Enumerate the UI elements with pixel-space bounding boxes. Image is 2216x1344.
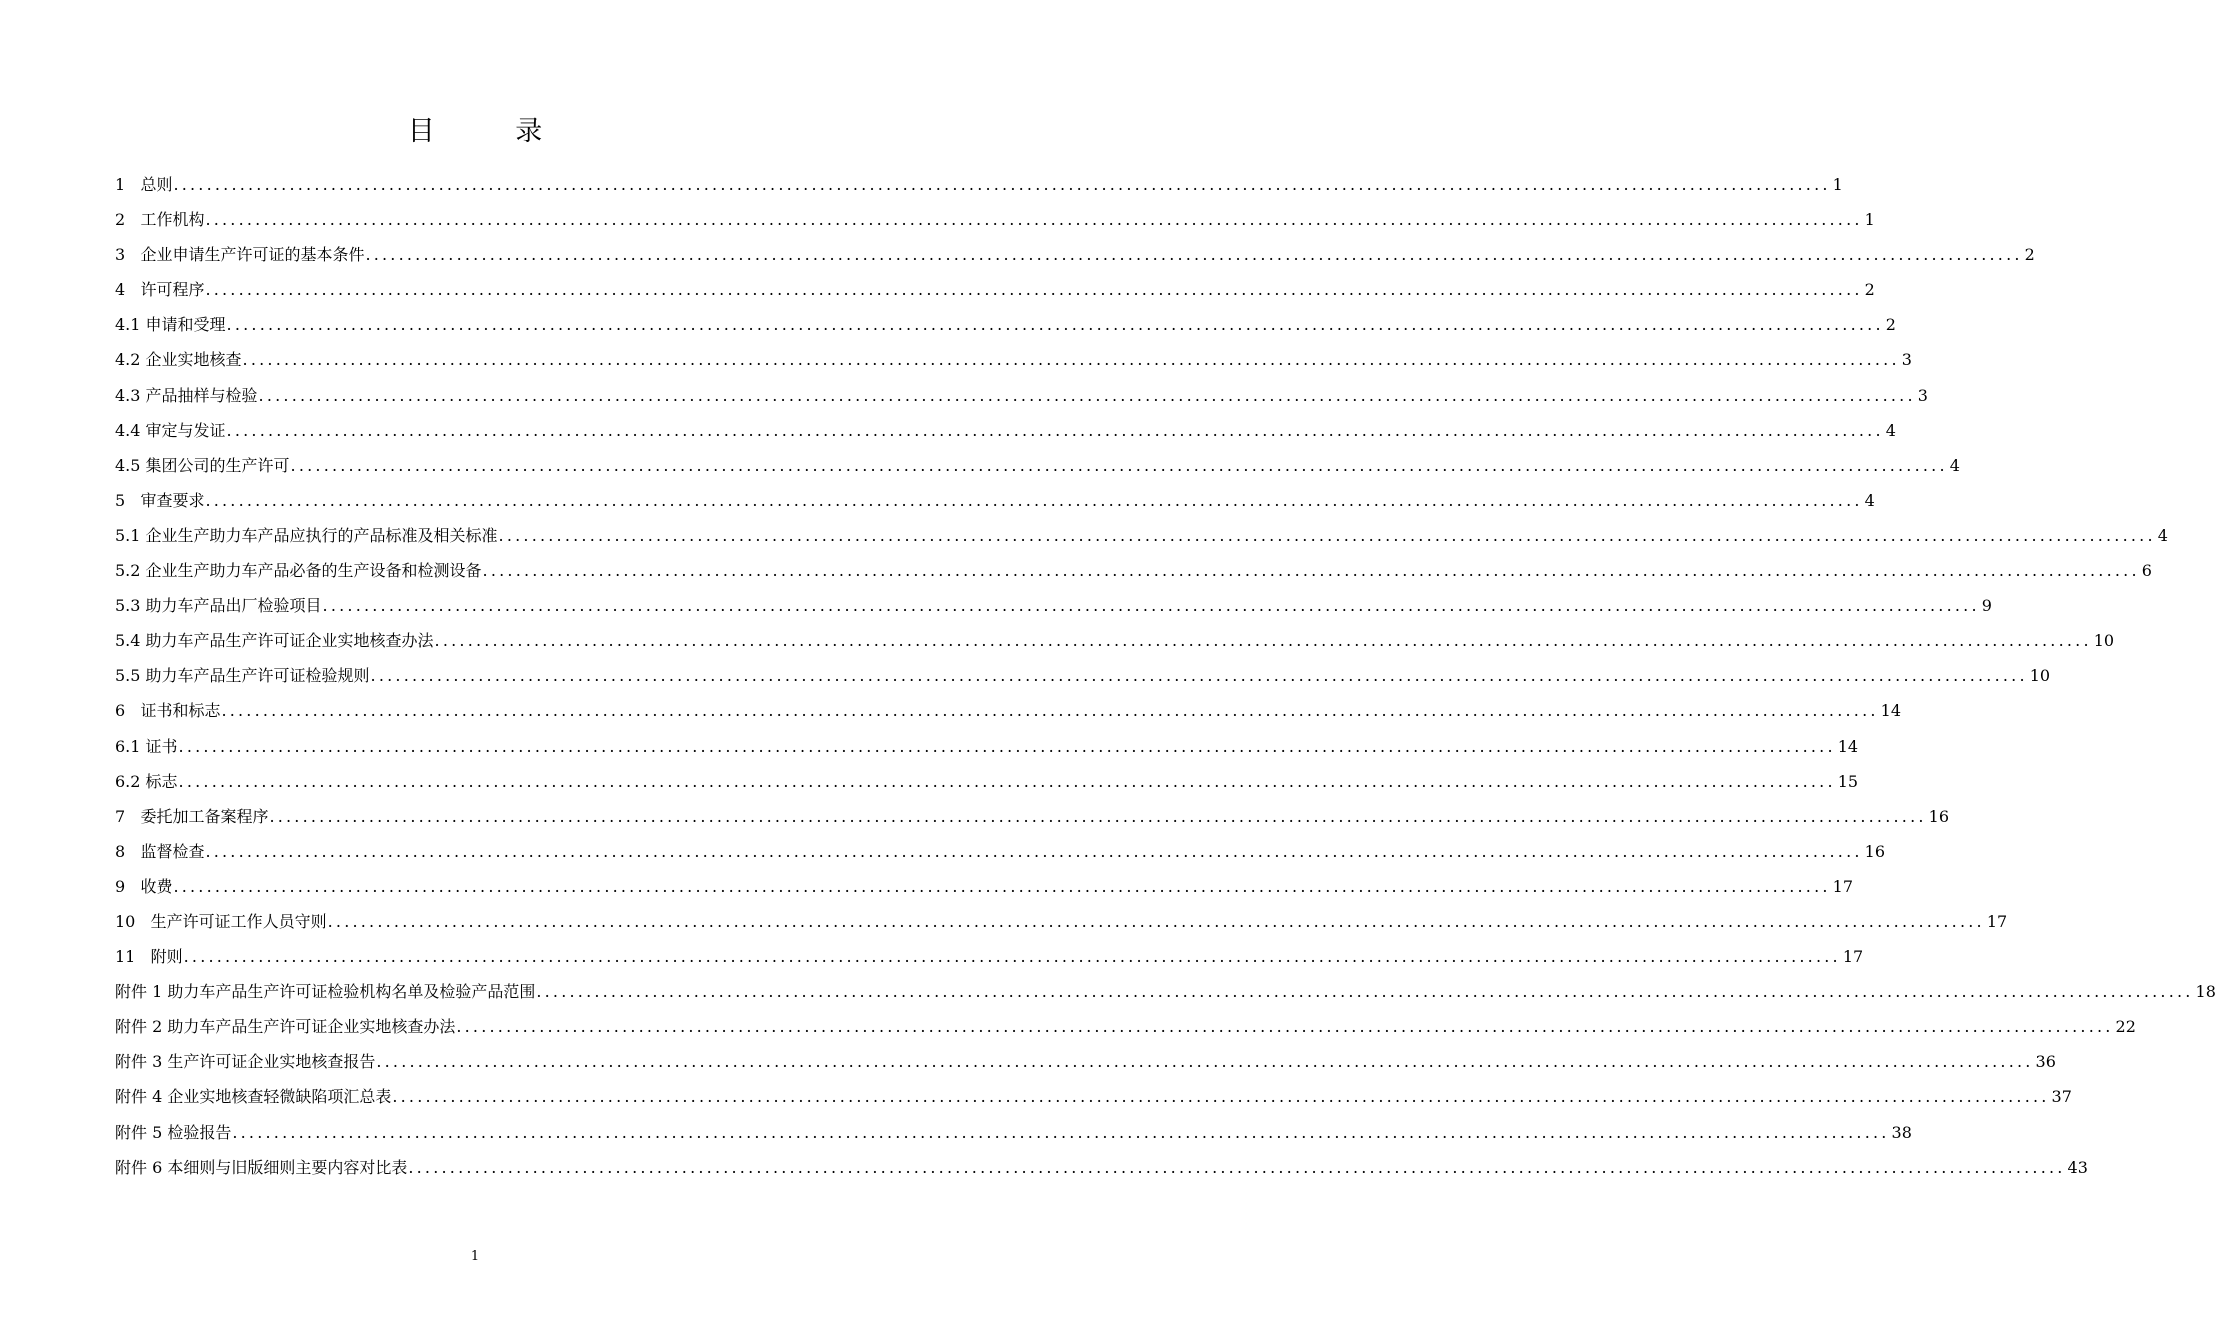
toc-entry[interactable] — [115, 1044, 2056, 1079]
toc-entry-page: 3 — [1901, 350, 1912, 370]
toc-entry-page: 16 — [1928, 806, 1949, 826]
toc-entry-page: 2 — [1885, 315, 1896, 335]
toc-entry[interactable] — [115, 869, 1853, 904]
toc-entry-page: 37 — [2051, 1087, 2072, 1107]
toc-entry-label: 4.1 申请和受理 — [115, 315, 226, 335]
toc-dot-leader: ........................................................................................................................................................................................................ — [205, 490, 1863, 510]
toc-dot-leader: ........................................................................................................................................................................................................ — [434, 631, 2092, 651]
toc-entry[interactable] — [115, 1009, 2136, 1044]
toc-dot-leader: ........................................................................................................................................................................................................ — [205, 210, 1863, 230]
page-number: 1 — [470, 1249, 480, 1264]
toc-entry[interactable] — [115, 202, 1875, 237]
toc-entry-page: 18 — [2195, 982, 2216, 1002]
toc-entry-label: 7 委托加工备案程序 — [115, 806, 269, 826]
toc-entry-page: 9 — [1981, 596, 1992, 616]
toc-dot-leader: ........................................................................................................................................................................................................ — [221, 701, 1879, 721]
toc-dot-leader: ........................................................................................................................................................................................................ — [392, 1087, 2050, 1107]
toc-entry-label: 2 工作机构 — [115, 210, 205, 230]
toc-entry-page: 4 — [2157, 525, 2168, 545]
toc-entry-label: 3 企业申请生产许可证的基本条件 — [115, 245, 365, 265]
toc-entry-label: 6.2 标志 — [115, 771, 178, 791]
toc-entry-label: 4.5 集团公司的生产许可 — [115, 455, 290, 475]
toc-entry-label: 5.2 企业生产助力车产品必备的生产设备和检测设备 — [115, 561, 482, 581]
toc-entry[interactable] — [115, 342, 1912, 377]
toc-entry[interactable] — [115, 623, 2115, 658]
toc-dot-leader: ........................................................................................................................................................................................................ — [482, 561, 2140, 581]
toc-dot-leader: ........................................................................................................................................................................................................ — [536, 982, 2194, 1002]
toc-entry-page: 14 — [1880, 701, 1901, 721]
toc-dot-leader: ........................................................................................................................................................................................................ — [232, 1122, 1890, 1142]
toc-dot-leader: ........................................................................................................................................................................................................ — [376, 1052, 2034, 1072]
toc-entry[interactable] — [115, 1150, 2088, 1185]
toc-entry[interactable] — [115, 588, 1992, 623]
toc-dot-leader: ........................................................................................................................................................................................................ — [269, 806, 1927, 826]
toc-entry[interactable] — [115, 974, 2216, 1009]
toc-entry-page: 43 — [2067, 1157, 2088, 1177]
toc-entry-label: 附件 1 助力车产品生产许可证检验机构名单及检验产品范围 — [115, 982, 536, 1002]
table-of-contents — [115, 167, 2216, 1185]
toc-dot-leader: ........................................................................................................................................................................................................ — [183, 947, 1841, 967]
toc-entry-page: 36 — [2035, 1052, 2056, 1072]
toc-entry[interactable] — [115, 483, 1875, 518]
toc-entry-page: 1 — [1864, 210, 1875, 230]
toc-entry[interactable] — [115, 1115, 1912, 1150]
toc-entry-label: 10 生产许可证工作人员守则 — [115, 911, 327, 931]
toc-entry[interactable] — [115, 834, 1885, 869]
toc-dot-leader: ........................................................................................................................................................................................................ — [178, 736, 1836, 756]
toc-entry[interactable] — [115, 378, 1928, 413]
toc-entry-label: 1 总则 — [115, 175, 173, 194]
toc-dot-leader: ........................................................................................................................................................................................................ — [456, 1017, 2114, 1037]
toc-entry-label: 附件 2 助力车产品生产许可证企业实地核查办法 — [115, 1017, 456, 1037]
toc-dot-leader: ........................................................................................................................................................................................................ — [365, 245, 2023, 265]
toc-dot-leader: ........................................................................................................................................................................................................ — [322, 596, 1980, 616]
toc-entry[interactable] — [115, 413, 1896, 448]
toc-entry[interactable] — [115, 904, 2008, 939]
toc-dot-leader: ........................................................................................................................................................................................................ — [242, 350, 1900, 370]
toc-entry-label: 4.4 审定与发证 — [115, 420, 226, 440]
toc-entry-page: 4 — [1864, 490, 1875, 510]
toc-entry[interactable] — [115, 167, 1843, 202]
toc-entry[interactable] — [115, 693, 1901, 728]
toc-entry-page: 17 — [1986, 911, 2008, 931]
toc-entry-page: 10 — [2093, 631, 2115, 651]
toc-entry-page: 17 — [1842, 947, 1864, 967]
toc-entry[interactable] — [115, 939, 1864, 974]
toc-entry-label: 6.1 证书 — [115, 736, 178, 756]
toc-entry[interactable] — [115, 764, 1859, 799]
toc-entry-label: 4.2 企业实地核查 — [115, 350, 242, 370]
toc-entry-label: 6 证书和标志 — [115, 701, 221, 721]
toc-entry[interactable] — [115, 448, 1960, 483]
toc-entry[interactable] — [115, 518, 2168, 553]
toc-dot-leader: ........................................................................................................................................................................................................ — [498, 525, 2156, 545]
toc-dot-leader: ........................................................................................................................................................................................................ — [370, 666, 2028, 686]
toc-dot-leader: ........................................................................................................................................................................................................ — [258, 385, 1916, 405]
toc-entry[interactable] — [115, 1079, 2072, 1114]
toc-entry-page: 1 — [1832, 175, 1843, 194]
toc-entry-page: 4 — [1885, 420, 1896, 440]
toc-entry-page: 2 — [2024, 245, 2035, 265]
toc-entry[interactable] — [115, 799, 1949, 834]
toc-dot-leader: ........................................................................................................................................................................................................ — [205, 841, 1863, 861]
toc-dot-leader: ........................................................................................................................................................................................................ — [205, 280, 1863, 300]
toc-entry-label: 8 监督检查 — [115, 841, 205, 861]
toc-entry-page: 3 — [1917, 385, 1928, 405]
toc-entry-label: 附件 5 检验报告 — [115, 1122, 232, 1142]
toc-entry-label: 5.5 助力车产品生产许可证检验规则 — [115, 666, 370, 686]
toc-entry-label: 附件 4 企业实地核查轻微缺陷项汇总表 — [115, 1087, 392, 1107]
toc-entry-label: 5.4 助力车产品生产许可证企业实地核查办法 — [115, 631, 434, 651]
toc-entry-label: 4.3 产品抽样与检验 — [115, 385, 258, 405]
toc-entry-label: 5.1 企业生产助力车产品应执行的产品标准及相关标准 — [115, 525, 498, 545]
toc-entry[interactable] — [115, 658, 2051, 693]
toc-entry-label: 5 审查要求 — [115, 490, 205, 510]
toc-entry[interactable] — [115, 307, 1896, 342]
toc-entry-page: 15 — [1837, 771, 1859, 791]
toc-entry[interactable] — [115, 553, 2152, 588]
toc-entry-page: 4 — [1949, 455, 1960, 475]
toc-entry[interactable] — [115, 237, 2035, 272]
toc-entry-page: 14 — [1837, 736, 1859, 756]
toc-entry-label: 5.3 助力车产品出厂检验项目 — [115, 596, 322, 616]
toc-dot-leader: ........................................................................................................................................................................................................ — [226, 315, 1884, 335]
toc-entry-page: 16 — [1864, 841, 1885, 861]
toc-entry-page: 17 — [1832, 876, 1853, 896]
toc-entry-label: 11 附则 — [115, 947, 183, 967]
toc-entry[interactable] — [115, 272, 1875, 307]
toc-entry-label: 9 收费 — [115, 876, 173, 896]
toc-entry-label: 附件 3 生产许可证企业实地核查报告 — [115, 1052, 376, 1072]
toc-entry[interactable] — [115, 729, 1859, 764]
toc-entry-page: 22 — [2115, 1017, 2136, 1037]
toc-entry-page: 38 — [1891, 1122, 1912, 1142]
toc-dot-leader: ........................................................................................................................................................................................................ — [408, 1157, 2066, 1177]
toc-dot-leader: ........................................................................................................................................................................................................ — [178, 771, 1836, 791]
toc-entry-page: 10 — [2029, 666, 2051, 686]
toc-entry-label: 4 许可程序 — [115, 280, 205, 300]
toc-entry-page: 2 — [1864, 280, 1875, 300]
toc-dot-leader: ........................................................................................................................................................................................................ — [173, 175, 1831, 194]
toc-entry-label: 附件 6 本细则与旧版细则主要内容对比表 — [115, 1157, 408, 1177]
toc-entry-page: 6 — [2141, 561, 2152, 581]
toc-dot-leader: ........................................................................................................................................................................................................ — [327, 911, 1985, 931]
toc-title: 目 录 — [407, 116, 579, 147]
toc-dot-leader: ........................................................................................................................................................................................................ — [290, 455, 1948, 475]
toc-dot-leader: ........................................................................................................................................................................................................ — [226, 420, 1884, 440]
toc-dot-leader: ........................................................................................................................................................................................................ — [173, 876, 1831, 896]
